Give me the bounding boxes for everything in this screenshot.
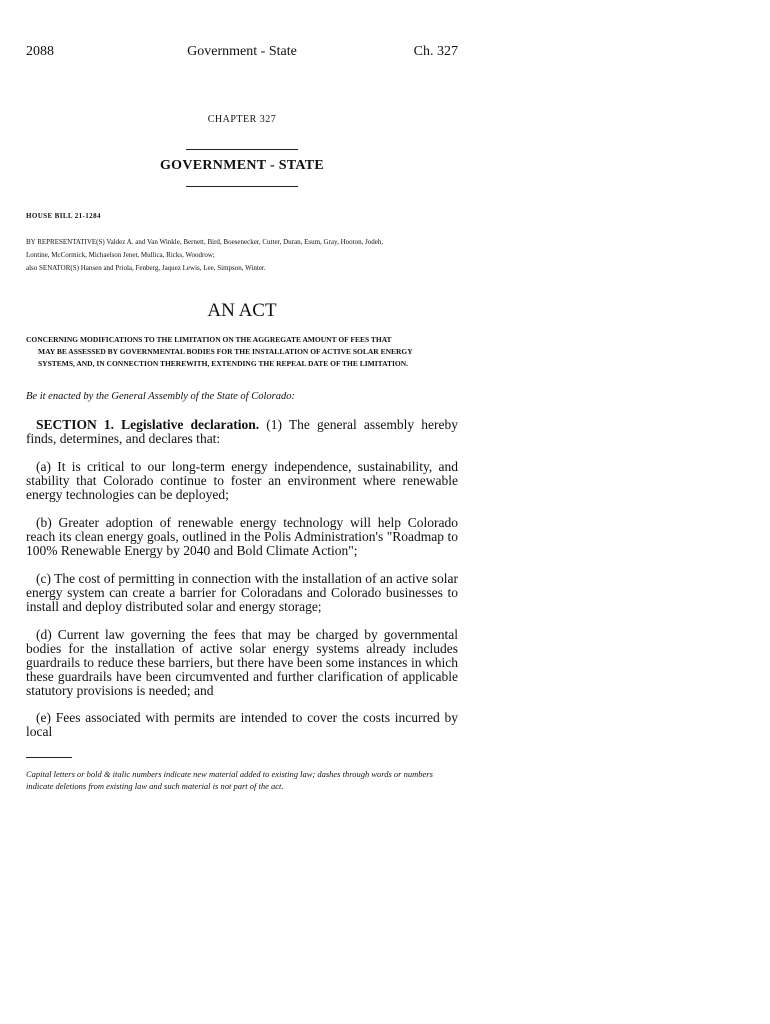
title-rule-top [186, 149, 298, 150]
act-title: AN ACT [207, 300, 277, 321]
paragraph-b: (b) Greater adoption of renewable energy technology will help Colorado reach its clean energy goals, outlined in the Polis Administration's "Roadmap to 100% Renewable Energy by 2040 and Bold Climate Action"; [26, 515, 458, 558]
concerning-clause [26, 334, 458, 370]
sponsors-line: also SENATOR(S) Hansen and Priola, Fenberg, Jaquez Lewis, Lee, Simpson, Winter. [26, 264, 266, 272]
concerning-line: SYSTEMS, AND, IN CONNECTION THEREWITH, EXTENDING THE REPEAL DATE OF THE LIMITATION. [38, 359, 409, 368]
page-number: 2088 [26, 44, 54, 59]
header-section: Government - State [187, 44, 297, 59]
page-title: GOVERNMENT - STATE [159, 158, 325, 173]
paragraph-e: (e) Fees associated with permits are intended to cover the costs incurred by local [26, 710, 458, 739]
sponsors-line: Lontine, McCormick, Michaelson Jenet, Mullica, Ricks, Woodrow; [26, 251, 215, 259]
paragraph-d: (d) Current law governing the fees that may be charged by governmental bodies for the installation of active solar energy systems already includes guardrails to reduce these barriers, but there have been some instances in which these guardrails have been circumvented and further clarification of applicable statutory provisions is needed; and [26, 627, 458, 698]
section-1-paragraph [26, 418, 458, 446]
chapter-label: CHAPTER 327 [207, 114, 277, 125]
concerning-line: MAY BE ASSESSED BY GOVERNMENTAL BODIES FOR THE INSTALLATION OF ACTIVE SOLAR ENERGY [38, 347, 413, 356]
bill-number: HOUSE BILL 21-1284 [26, 212, 101, 220]
title-rule-bottom [186, 186, 298, 187]
section-heading: SECTION 1. Legislative declaration. [36, 417, 260, 432]
concerning-line: CONCERNING MODIFICATIONS TO THE LIMITATION ON THE AGGREGATE AMOUNT OF FEES THAT [26, 335, 392, 344]
footnote-rule [26, 757, 72, 758]
section-text: (1) The general assembly hereby finds, determines, and declares that: [26, 417, 459, 446]
paragraph-a: (a) It is critical to our long-term energy independence, sustainability, and stability that Colorado continue to foster an environment where renewable energy technologies can be deployed; [26, 459, 458, 502]
paragraph-c: (c) The cost of permitting in connection with the installation of an active solar energy system can create a barrier for Coloradans and Colorado businesses to install and deploy distributed solar and energy storage; [26, 571, 458, 614]
sponsors-block [26, 236, 458, 275]
header-chapter: Ch. 327 [413, 44, 458, 59]
sponsors-line: BY REPRESENTATIVE(S) Valdez A. and Van Winkle, Bernett, Bird, Boesenecker, Cutter, Duran, Esum, Gray, Hooton, Jodeh, [26, 238, 384, 246]
enacting-clause: Be it enacted by the General Assembly of the State of Colorado: [26, 391, 295, 402]
footnote: Capital letters or bold & italic numbers indicate new material added to existing law; dashes through words or numbers indicate deletions from existing law and such material is not part of the act. [26, 769, 433, 791]
